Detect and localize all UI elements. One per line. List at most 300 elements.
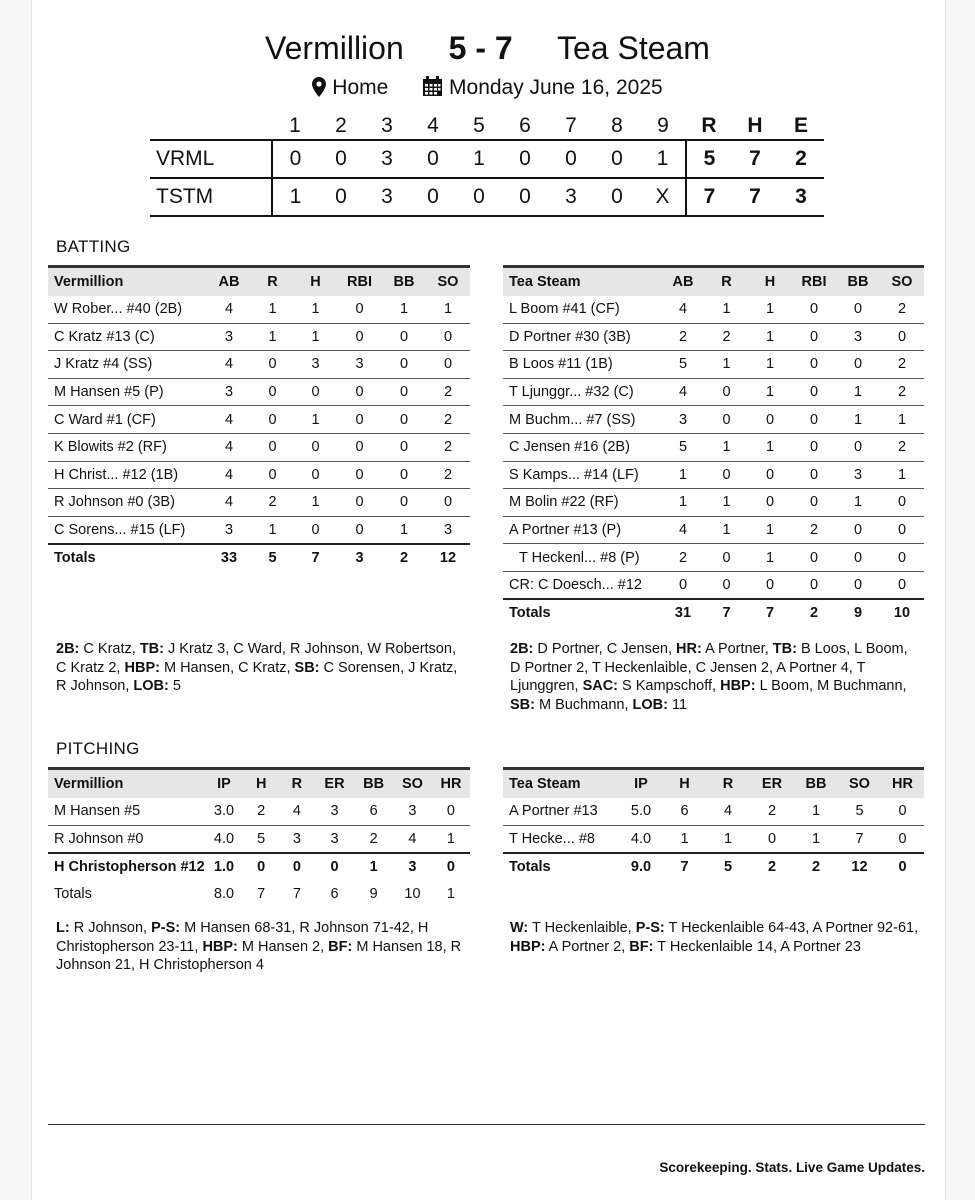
- col-header: AB: [207, 267, 251, 296]
- col-header: R: [251, 267, 294, 296]
- inning-runs: 0: [410, 178, 456, 216]
- inning-runs: 3: [364, 178, 410, 216]
- stat-cell: 3: [836, 323, 880, 351]
- final-score: 5 - 7: [448, 30, 513, 66]
- batter-name: T Ljunggr... #32 (C): [503, 378, 661, 406]
- stat-cell: 2: [880, 296, 924, 324]
- pitcher-row: [48, 798, 470, 826]
- col-header: AB: [661, 267, 705, 296]
- inning-runs: X: [640, 178, 686, 216]
- stat-cell: 0: [432, 853, 470, 881]
- col-header: HR: [881, 769, 924, 798]
- note-text: S Kampschoff,: [618, 678, 721, 695]
- batter-name: CR: C Doesch... #12: [503, 571, 661, 599]
- stat-cell: 0: [382, 378, 426, 406]
- note-label: TB:: [139, 641, 164, 657]
- team-abbr: VRML: [150, 140, 272, 178]
- batter-row: [48, 323, 470, 351]
- calendar-icon: [422, 76, 443, 103]
- stat-cell: 1: [748, 323, 792, 351]
- col-header: BB: [836, 267, 880, 296]
- totals-label: Totals: [503, 599, 661, 627]
- batter-row: [503, 433, 924, 461]
- stat-cell: 1: [294, 323, 337, 351]
- inning-runs: 0: [410, 140, 456, 178]
- stat-cell: 3: [207, 323, 251, 351]
- total-runs: 5: [686, 140, 732, 178]
- stat-cell: 0: [311, 521, 320, 538]
- stat-cell: 4: [207, 351, 251, 379]
- stat-cell: 0: [792, 378, 836, 406]
- batter-row: [503, 378, 924, 406]
- stat-cell: 1: [794, 798, 838, 826]
- stat-cell: 1: [748, 296, 792, 324]
- stat-cell: 4: [279, 798, 315, 826]
- totals-row: [48, 880, 470, 908]
- line-score-row-away: [150, 140, 824, 178]
- batter-row: [503, 461, 924, 489]
- stat-cell: 0: [792, 544, 836, 572]
- stat-cell: 7: [257, 886, 266, 903]
- stat-cell: 0: [251, 433, 294, 461]
- stat-cell: 0: [382, 433, 426, 461]
- total-runs: 7: [686, 178, 732, 216]
- note-label: TB:: [772, 641, 797, 657]
- pitching-away-team-header: Vermillion: [48, 769, 205, 798]
- note-label: SB:: [510, 696, 535, 713]
- batter-name: W Rober... #40 (2B): [48, 296, 207, 324]
- stat-cell: 0: [881, 798, 924, 826]
- stat-cell: 0: [337, 296, 382, 324]
- note-label: BF:: [629, 938, 654, 955]
- stat-cell: 4: [207, 406, 251, 434]
- inning-runs: 1: [456, 140, 502, 178]
- stat-cell: 0: [337, 323, 382, 351]
- batter-name: T Heckenl... #8 (P): [503, 544, 661, 572]
- note-label: L:: [56, 920, 70, 936]
- col-header: BB: [354, 769, 393, 798]
- batter-name: A Portner #13 (P): [503, 516, 661, 544]
- stat-cell: 1: [661, 489, 705, 517]
- note-text: M Hansen 18, R Johnson 21, H Christopherson 4: [56, 938, 462, 974]
- stat-cell: 2: [750, 853, 794, 881]
- batter-row: [48, 378, 470, 406]
- inning-runs: 3: [548, 178, 594, 216]
- stat-cell: 3: [337, 351, 382, 379]
- stat-cell: 0: [880, 323, 924, 351]
- stat-cell: 3: [393, 798, 432, 826]
- stat-cell: 1: [748, 544, 792, 572]
- stat-cell: 1: [705, 296, 748, 324]
- col-header: ER: [315, 769, 354, 798]
- stat-cell: 0: [836, 351, 880, 379]
- stat-cell: 33: [207, 544, 251, 572]
- col-header: IP: [205, 769, 244, 798]
- batter-row: [48, 296, 470, 324]
- stat-cell: 2: [661, 323, 705, 351]
- batter-name: J Kratz #4 (SS): [48, 351, 207, 379]
- stat-cell: 1: [748, 516, 792, 544]
- stat-cell: 31: [661, 599, 705, 627]
- inning-runs: 0: [548, 140, 594, 178]
- inning-header: 4: [427, 113, 439, 137]
- stat-cell: 2: [880, 351, 924, 379]
- col-header: H: [748, 267, 792, 296]
- note-label: LOB:: [133, 678, 169, 695]
- stat-cell: 12: [838, 853, 881, 881]
- stat-cell: 10: [404, 886, 421, 903]
- stat-cell: 2: [243, 798, 279, 826]
- stat-cell: 0: [836, 296, 880, 324]
- team-abbr: TSTM: [150, 178, 272, 216]
- note-label: SAC:: [582, 678, 619, 695]
- stat-cell: 1: [705, 516, 748, 544]
- batter-row: [503, 323, 924, 351]
- batter-name: M Hansen #5 (P): [48, 378, 207, 406]
- note-text: M Buchmann,: [534, 696, 633, 713]
- stat-cell: 0: [792, 296, 836, 324]
- stat-cell: 0: [661, 571, 705, 599]
- stat-cell: 2: [750, 798, 794, 826]
- stat-cell: 0: [251, 378, 294, 406]
- stat-cell: 1: [251, 323, 294, 351]
- stat-cell: 3.0: [205, 798, 244, 826]
- stat-cell: 0: [748, 406, 792, 434]
- stat-cell: 2: [354, 825, 393, 853]
- note-text: C Sorensen, J Kratz, R Johnson,: [56, 659, 458, 695]
- pitching-home-team-header: Tea Steam: [503, 769, 619, 798]
- stat-cell: 7: [748, 599, 792, 627]
- away-team-name: Vermillion: [265, 30, 404, 66]
- col-header: RBI: [792, 267, 836, 296]
- stat-cell: 0: [251, 461, 294, 489]
- stat-cell: 1: [399, 521, 409, 538]
- inning-runs: 0: [272, 140, 318, 178]
- total-errors: 2: [778, 140, 824, 178]
- line-score-row-home: [150, 178, 824, 216]
- col-header: SO: [838, 769, 881, 798]
- inning-header: 6: [519, 113, 531, 137]
- stat-cell: 0: [251, 351, 294, 379]
- inning-runs: 0: [456, 178, 502, 216]
- inning-runs: 3: [364, 140, 410, 178]
- stat-cell: 1: [880, 461, 924, 489]
- stat-cell: 0: [705, 571, 748, 599]
- stat-cell: 2: [794, 853, 838, 881]
- stat-cell: 0: [705, 406, 748, 434]
- stat-cell: 1: [446, 886, 455, 903]
- note-label: BF:: [328, 938, 353, 955]
- batter-name: C Ward #1 (CF): [48, 406, 207, 434]
- note-label: SB:: [294, 659, 320, 676]
- stat-cell: 4: [661, 516, 705, 544]
- inning-runs: 0: [594, 140, 640, 178]
- note-text: A Portner,: [701, 641, 773, 657]
- stat-cell: 4: [706, 798, 750, 826]
- col-header: BB: [382, 267, 426, 296]
- col-header: H: [663, 769, 706, 798]
- col-header: SO: [426, 267, 470, 296]
- stat-cell: 7: [663, 853, 706, 881]
- runs-header: R: [701, 113, 717, 137]
- stat-cell: 0: [705, 544, 748, 572]
- stat-cell: 0: [705, 378, 748, 406]
- stat-cell: 0: [750, 825, 794, 853]
- stat-cell: 1: [748, 433, 792, 461]
- stat-cell: 0: [337, 461, 382, 489]
- stat-cell: 4.0: [205, 825, 244, 853]
- batting-away-team-header: Vermillion: [48, 267, 207, 296]
- stat-cell: 1: [794, 825, 838, 853]
- line-score-table: [150, 112, 824, 217]
- stat-cell: 0: [426, 323, 470, 351]
- stat-cell: 5: [838, 798, 881, 826]
- note-text: 5: [168, 678, 181, 695]
- stat-cell: 3: [315, 798, 354, 826]
- stat-cell: 4: [661, 296, 705, 324]
- inning-header: 7: [565, 113, 577, 137]
- stat-cell: 6: [663, 798, 706, 826]
- stat-cell: 2: [251, 489, 294, 517]
- stat-cell: 0: [426, 489, 470, 517]
- batter-name: D Portner #30 (3B): [503, 323, 661, 351]
- stat-cell: 4.0: [619, 825, 663, 853]
- col-header: ER: [750, 769, 794, 798]
- stat-cell: 7: [292, 886, 301, 903]
- stat-cell: 9.0: [619, 853, 663, 881]
- stat-cell: 5.0: [619, 798, 663, 826]
- batter-row: [503, 516, 924, 544]
- stat-cell: 1: [836, 489, 880, 517]
- batter-row: [503, 351, 924, 379]
- col-header: H: [294, 267, 337, 296]
- stat-cell: 1: [836, 378, 880, 406]
- pitcher-row: [503, 825, 924, 853]
- inning-header: 9: [657, 113, 669, 137]
- batter-name: C Sorens... #15 (LF): [54, 521, 186, 538]
- note-text: B Loos, L Boom, D Portner 2, T Heckenlaible, C Jensen 2, A Portner 4, T Ljunggren,: [510, 641, 908, 695]
- stat-cell: 0: [294, 461, 337, 489]
- stat-cell: 1: [251, 296, 294, 324]
- game-date: Monday June 16, 2025: [449, 76, 663, 99]
- batting-notes-away: [56, 640, 460, 696]
- pitcher-row: [503, 798, 924, 826]
- stat-cell: 0: [315, 853, 354, 881]
- stat-cell: 5: [661, 433, 705, 461]
- stat-cell: 0: [836, 571, 880, 599]
- pitcher-name: H Christopherson #12: [48, 853, 205, 881]
- stat-cell: 7: [838, 825, 881, 853]
- stat-cell: 0: [880, 516, 924, 544]
- note-text: L Boom, M Buchmann,: [755, 678, 907, 695]
- col-header: IP: [619, 769, 663, 798]
- stat-cell: 0: [382, 323, 426, 351]
- pitching-notes-away: [56, 919, 468, 975]
- inning-header: 5: [473, 113, 485, 137]
- game-meta: [0, 76, 975, 103]
- pitcher-name: M Hansen #5: [48, 798, 205, 826]
- stat-cell: 0: [792, 433, 836, 461]
- game-title: [0, 30, 975, 67]
- stat-cell: 1: [294, 489, 337, 517]
- stat-cell: 1.0: [205, 853, 244, 881]
- stat-cell: 2: [661, 544, 705, 572]
- batter-name: H Christ... #12 (1B): [48, 461, 207, 489]
- batter-name: B Loos #11 (1B): [503, 351, 661, 379]
- batter-name: L Boom #41 (CF): [503, 296, 661, 324]
- stat-cell: 3: [279, 825, 315, 853]
- stat-cell: 2: [792, 599, 836, 627]
- totals-label: Totals: [54, 886, 92, 903]
- home-team-name: Tea Steam: [556, 30, 710, 66]
- note-text: R Johnson,: [69, 920, 152, 936]
- note-text: M Hansen, C Kratz,: [159, 659, 295, 676]
- stat-cell: 1: [836, 406, 880, 434]
- batter-row: [503, 544, 924, 572]
- stat-cell: 0: [294, 433, 337, 461]
- note-label: 2B:: [510, 641, 534, 657]
- stat-cell: 4: [661, 378, 705, 406]
- totals-row: [503, 599, 924, 627]
- pitcher-row: [48, 853, 470, 881]
- stat-cell: 0: [382, 461, 426, 489]
- col-header: RBI: [337, 267, 382, 296]
- stat-cell: 0: [792, 461, 836, 489]
- stat-cell: 0: [294, 378, 337, 406]
- stat-cell: 1: [294, 296, 337, 324]
- note-text: 11: [667, 696, 688, 713]
- stat-cell: 0: [880, 571, 924, 599]
- stat-cell: 3: [315, 825, 354, 853]
- batter-name: S Kamps... #14 (LF): [503, 461, 661, 489]
- totals-label: Totals: [503, 853, 619, 881]
- stat-cell: 1: [748, 351, 792, 379]
- stat-cell: 3: [393, 853, 432, 881]
- col-header: R: [279, 769, 315, 798]
- stat-cell: 0: [880, 489, 924, 517]
- batter-row: [48, 351, 470, 379]
- stat-cell: 0: [243, 853, 279, 881]
- stat-cell: 10: [880, 599, 924, 627]
- pitcher-name: A Portner #13: [503, 798, 619, 826]
- errors-header: E: [793, 113, 808, 137]
- batter-name: C Kratz #13 (C): [48, 323, 207, 351]
- note-text: J Kratz 3, C Ward, R Johnson, W Robertson, C Kratz 2,: [56, 641, 456, 676]
- note-text: T Heckenlaible,: [528, 920, 636, 936]
- stat-cell: 0: [748, 571, 792, 599]
- stat-cell: 0: [880, 544, 924, 572]
- col-header: H: [243, 769, 279, 798]
- stat-cell: 9: [836, 599, 880, 627]
- col-header: R: [706, 769, 750, 798]
- batter-row: [48, 406, 470, 434]
- note-label: HBP:: [510, 938, 546, 955]
- batter-row: [48, 516, 470, 544]
- stat-cell: 1: [661, 461, 705, 489]
- note-label: HBP:: [720, 678, 756, 695]
- stat-cell: 0: [836, 433, 880, 461]
- stat-cell: 0: [748, 461, 792, 489]
- stat-cell: 5: [243, 825, 279, 853]
- totals-label: Totals: [48, 544, 207, 572]
- inning-runs: 0: [502, 178, 548, 216]
- batter-row: [503, 571, 924, 599]
- stat-cell: 2: [792, 516, 836, 544]
- batter-name: M Buchm... #7 (SS): [503, 406, 661, 434]
- stat-cell: 3: [224, 521, 234, 538]
- stat-cell: 1: [663, 825, 706, 853]
- stat-cell: 1: [748, 378, 792, 406]
- stat-cell: 0: [337, 489, 382, 517]
- batter-row: [503, 296, 924, 324]
- inning-runs: 0: [594, 178, 640, 216]
- note-text: C Kratz,: [79, 641, 140, 657]
- stat-cell: 4: [393, 825, 432, 853]
- stat-cell: 4: [207, 489, 251, 517]
- footer-divider: [48, 1124, 925, 1125]
- col-header: SO: [880, 267, 924, 296]
- footer-tagline: Scorekeeping. Stats. Live Game Updates.: [659, 1160, 925, 1175]
- stat-cell: 7: [705, 599, 748, 627]
- left-page-margin: [0, 0, 32, 1200]
- stat-cell: 2: [382, 544, 426, 572]
- note-label: P-S:: [635, 920, 665, 936]
- batter-row: [503, 489, 924, 517]
- line-score-header: [150, 112, 824, 140]
- note-text: T Heckenlaible 14, A Portner 23: [653, 938, 861, 955]
- inning-header: 2: [335, 113, 347, 137]
- col-header: BB: [794, 769, 838, 798]
- note-text: A Portner 2,: [545, 938, 630, 955]
- note-text: M Hansen 68-31, R Johnson 71-42, H Christopherson 23-11,: [56, 920, 429, 955]
- stat-cell: 5: [706, 853, 750, 881]
- stat-cell: 8.0: [213, 886, 235, 903]
- inning-runs: 1: [640, 140, 686, 178]
- stat-cell: 0: [881, 825, 924, 853]
- batter-name: K Blowits #2 (RF): [48, 433, 207, 461]
- batting-table-home: [503, 265, 924, 627]
- game-location: Home: [332, 76, 389, 99]
- right-page-margin: [945, 0, 975, 1200]
- total-hits: 7: [732, 140, 778, 178]
- stat-cell: 2: [426, 461, 470, 489]
- stat-cell: 3: [294, 351, 337, 379]
- stat-cell: 0: [382, 489, 426, 517]
- stat-cell: 1: [705, 351, 748, 379]
- stat-cell: 3: [337, 544, 382, 572]
- stat-cell: 1: [432, 825, 470, 853]
- stat-cell: 0: [881, 853, 924, 881]
- stat-cell: 9: [369, 886, 378, 903]
- stat-cell: 1: [354, 853, 393, 881]
- pitching-table-home: [503, 767, 924, 880]
- stat-cell: 0: [792, 571, 836, 599]
- stat-cell: 0: [355, 521, 364, 538]
- stat-cell: 3: [661, 406, 705, 434]
- note-label: HBP:: [124, 659, 160, 676]
- note-label: W:: [510, 920, 529, 936]
- pitching-table-away: [48, 767, 470, 908]
- stat-cell: 0: [382, 351, 426, 379]
- total-errors: 3: [778, 178, 824, 216]
- note-label: LOB:: [632, 696, 668, 713]
- pitching-notes-home: [510, 919, 930, 956]
- batter-row: [48, 461, 470, 489]
- note-label: HBP:: [202, 938, 238, 955]
- inning-header: 3: [381, 113, 393, 137]
- batter-row: [48, 433, 470, 461]
- note-label: P-S:: [151, 920, 181, 936]
